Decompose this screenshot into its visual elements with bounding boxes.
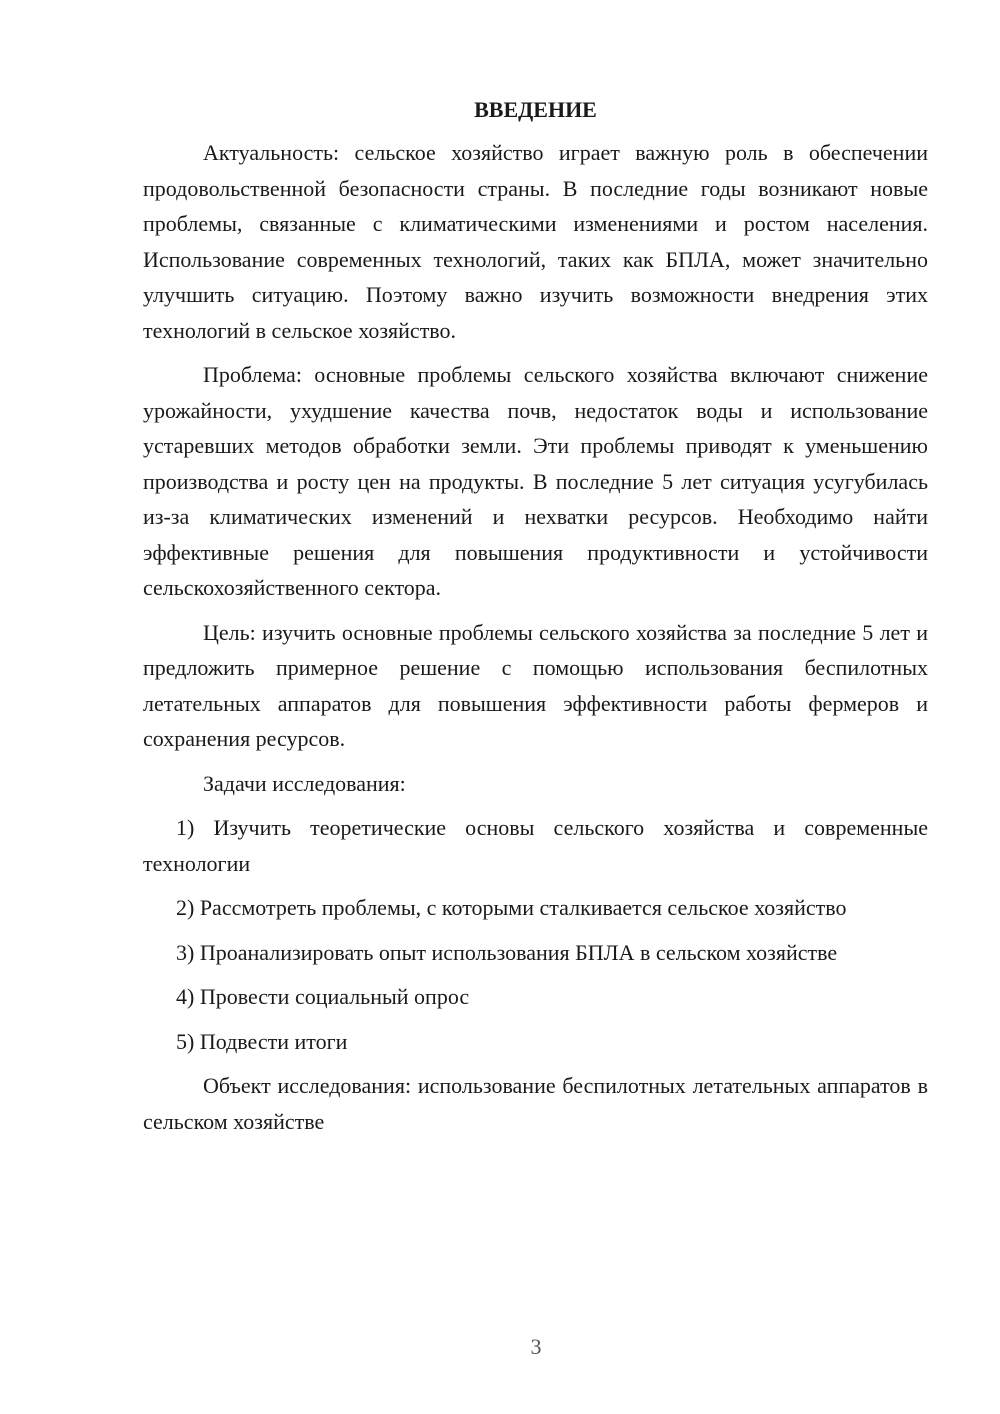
paragraph-relevance: Актуальность: сельское хозяйство играет важную роль в обеспечении продовольственной безопасности страны. В последние годы возникают новые проблемы, связанные с климатическими изменениями и ростом населения. Использование современных технологий, таких как БПЛА, может значительно улучшить ситуацию. Поэтому важно изучить возможности внедрения этих технологий в сельское хозяйство.: [143, 140, 928, 343]
task-item-5: 5) Подвести итоги: [176, 1028, 348, 1054]
task-item-4: 4) Провести социальный опрос: [176, 984, 470, 1009]
paragraph-tasks-title: Задачи исследования:: [203, 770, 406, 796]
page-number: 3: [530, 1334, 542, 1359]
paragraph-object: Объект исследования: использование беспилотных летательных аппаратов в сельском хозяйстве: [143, 1073, 928, 1134]
task-item-3: 3) Проанализировать опыт использования БПЛА в сельском хозяйстве: [176, 939, 838, 965]
paragraph-goal: Цель: изучить основные проблемы сельского хозяйства за последние 5 лет и предложить примерное решение с помощью использования беспилотных летательных аппаратов для повышения эффективности работы фермеров и сохранения ресурсов.: [143, 619, 928, 751]
page-content: [143, 94, 928, 1139]
task-item-2: 2) Рассмотреть проблемы, с которыми сталкивается сельское хозяйство: [176, 895, 847, 920]
task-item-1: 1) Изучить теоретические основы сельского хозяйства и современные технологии: [143, 815, 928, 876]
paragraph-problem: Проблема: основные проблемы сельского хозяйства включают снижение урожайности, ухудшение качества почв, недостаток воды и использование устаревших методов обработки земли. Эти проблемы приводят к уменьшению производства и росту цен на продукты. В последние 5 лет ситуация усугубилась из-за климатических изменений и нехватки ресурсов. Необходимо найти эффективные решения для повышения продуктивности и устойчивости сельскохозяйственного сектора.: [143, 362, 928, 600]
section-heading: ВВЕДЕНИЕ: [474, 97, 597, 122]
